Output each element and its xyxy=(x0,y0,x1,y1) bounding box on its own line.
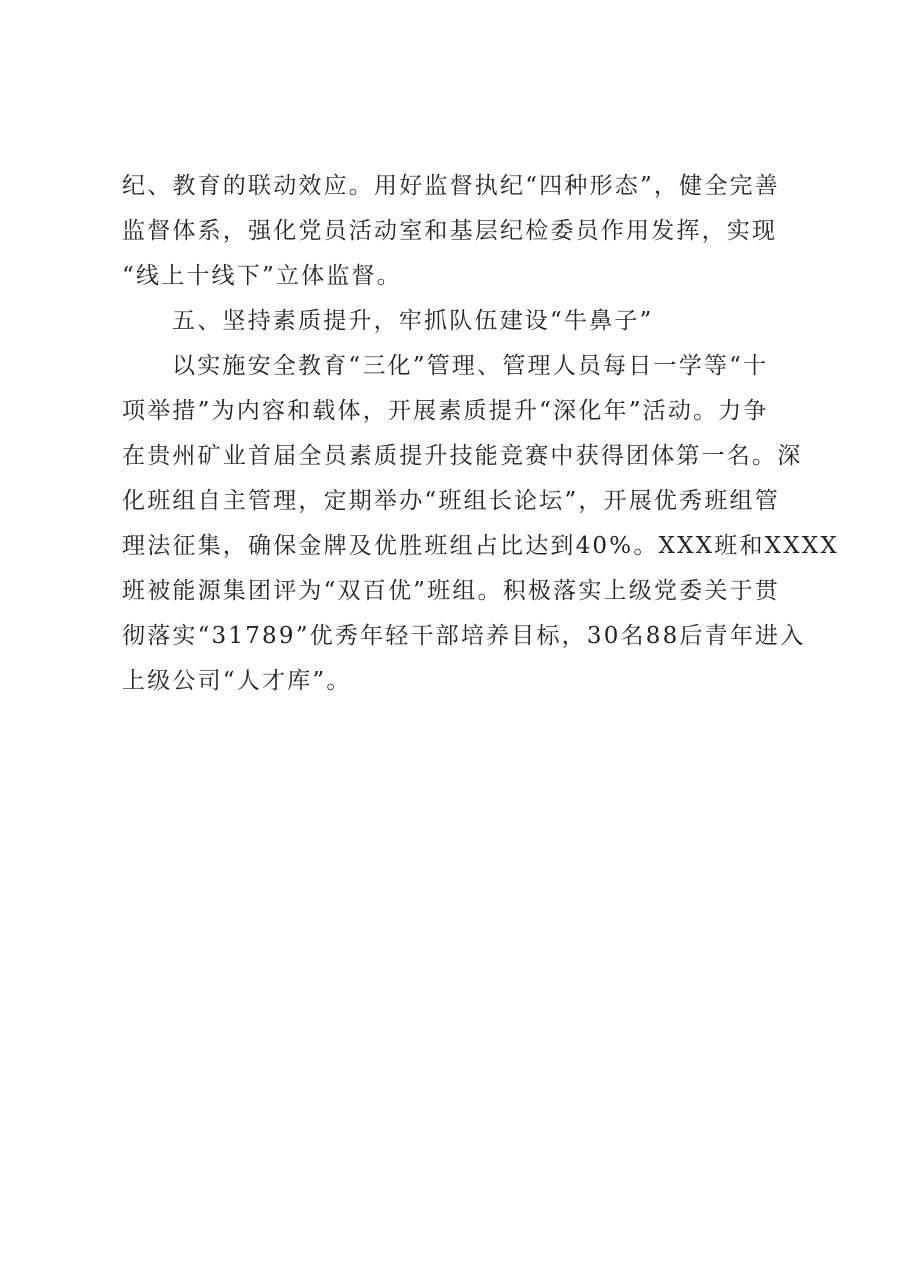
paragraph-line: 项举措”为内容和载体，开展素质提升“深化年”活动。力争 xyxy=(122,398,769,424)
paragraph-line: 纪、教育的联动效应。用好监督执纪“四种形态”，健全完善 xyxy=(122,173,780,199)
paragraph-line: 监督体系，强化党员活动室和基层纪检委员作用发挥，实现 xyxy=(122,218,778,244)
document-body xyxy=(122,164,839,704)
section-heading: 五、坚持素质提升，牢抓队伍建设“牛鼻子” xyxy=(172,308,654,334)
paragraph-line: 化班组自主管理，定期举办“班组长论坛”，开展优秀班组管 xyxy=(122,488,780,514)
paragraph-line: 彻落实“31789”优秀年轻干部培养目标，30名88后青年进入 xyxy=(122,623,806,649)
paragraph-line: “线上十线下”立体监督。 xyxy=(122,263,402,289)
paragraph-line: 班被能源集团评为“双百优”班组。积极落实上级党委关于贯 xyxy=(122,578,780,604)
paragraph-line: 上级公司“人才库”。 xyxy=(122,668,352,694)
paragraph-line: 在贵州矿业首届全员素质提升技能竞赛中获得团体第一名。深 xyxy=(122,443,803,469)
paragraph-line: 理法征集，确保金牌及优胜班组占比达到40%。XXX班和XXXX xyxy=(122,533,839,559)
paragraph-line: 以实施安全教育“三化”管理、管理人员每日一学等“十 xyxy=(172,353,769,379)
